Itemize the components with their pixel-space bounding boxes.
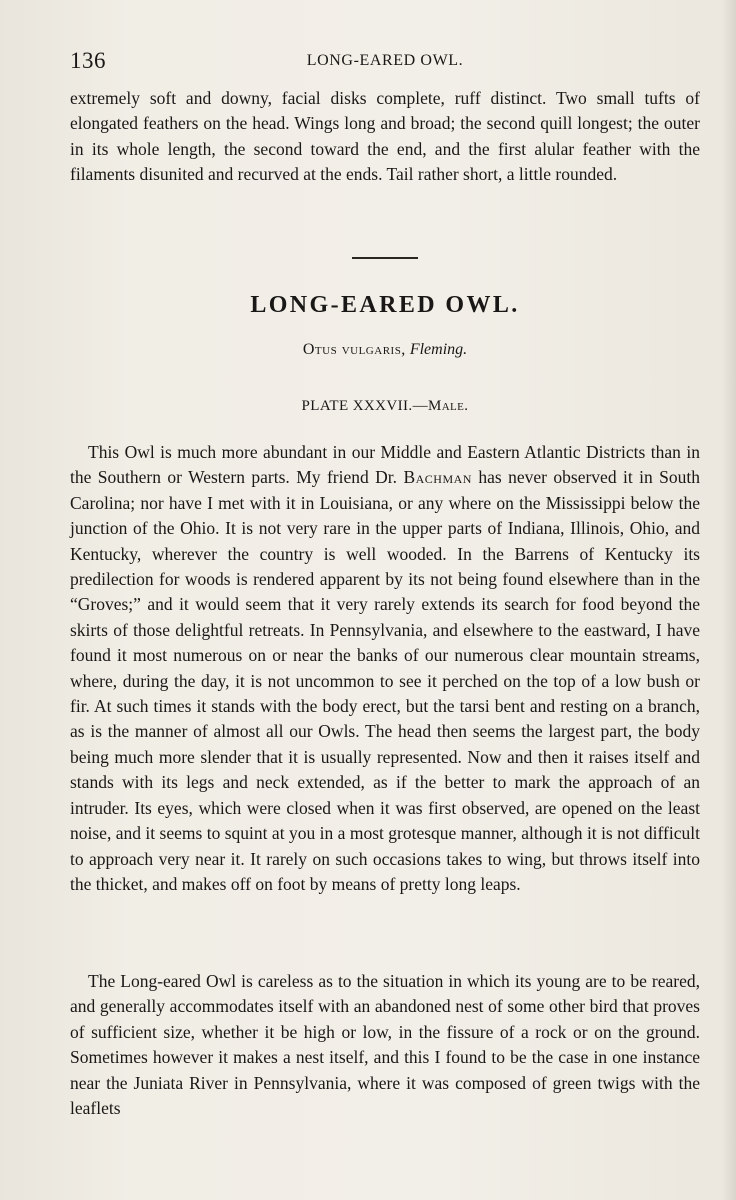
page-header [70, 48, 700, 78]
body-paragraph-2: The Long-eared Owl is careless as to the situation in which its young are to be reared, and generally accommodates itself with an abandoned nest of some other bird that proves of sufficient size, whether it be high or low, in the fissure of a rock or on the ground. Sometimes however it makes a nest itself, and this I found to be the case in one instance near the Juniata River in Pennsylvania, where it was composed of green twigs with the leaflets [70, 971, 700, 1119]
para1-text-b: has never observed it in South Carolina; nor have I met with it in Louisiana, or any where on the Mississippi below the junction of the Ohio. It is not very rare in the upper parts of Indiana, Illinois, Ohio, and Kentucky, wherever the country is well wooded. In the Barrens of Kentucky its predilection for woods is rendered apparent by its not being found elsewhere than in the “Groves;” and it would seem that it very rarely extends its search for food beyond the skirts of those delightful retreats. In Pennsylvania, and elsewhere to the eastward, I have found it most numerous on or near the banks of our numerous clear mountain streams, where, during the day, it is not uncommon to see it perched on the top of a low bush or fir. At such times it stands with the body erect, but the tarsi bent and resting on a branch, as is the manner of almost all our Owls. The head then seems the largest part, the body being much more slender that it is usually represented. Now and then it raises itself and stands with its legs and neck extended, as if the better to mark the approach of an intruder. Its eyes, which were closed when it was first observed, are opened on the least noise, and it seems to squint at you in a most grotesque manner, although it is not difficult to approach very near it. It rarely on such occasions takes to wing, but throws itself into the thicket, and makes off on foot by means of pretty long leaps. [70, 467, 701, 894]
intro-paragraph: extremely soft and downy, facial disks complete, ruff distinct. Two small tufts of elongated feathers on the head. Wings long and broad; the second quill longest; the outer in its whole length, the second toward the end, and the first alular feather with the filaments disunited and recurved at the ends. Tail rather short, a little rounded. [70, 88, 700, 185]
section-title: LONG-EARED OWL. [250, 292, 520, 318]
plate-number: PLATE XXXVII.— [301, 398, 428, 414]
running-title: LONG-EARED OWL. [306, 52, 464, 69]
plate-sex: Male. [427, 398, 469, 414]
binomial-author: Fleming. [409, 341, 468, 358]
binomial [70, 341, 700, 359]
plate-label [70, 398, 700, 415]
page-number: 136 [70, 48, 106, 73]
person-name-bachman: Bachman [403, 467, 472, 488]
para1-text-a: This Owl is much more abundant in our Middle and Eastern Atlantic Districts than in the Southern or Western parts. My friend Dr. [70, 442, 700, 488]
binomial-name: Otus vulgaris, [302, 341, 406, 358]
section-divider [352, 257, 418, 259]
body-paragraph-1 [70, 440, 700, 897]
